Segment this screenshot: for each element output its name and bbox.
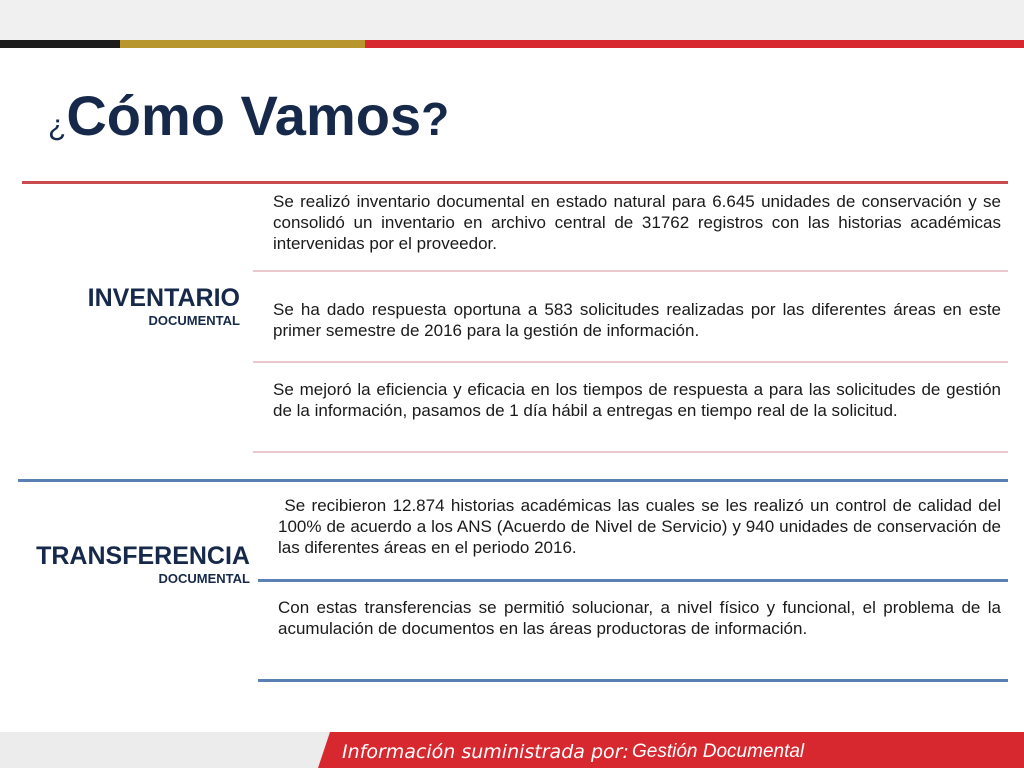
title-close-mark: ?	[421, 93, 450, 145]
top-banner	[0, 0, 1024, 40]
inventario-item-1: Se realizó inventario documental en estado natural para 6.645 unidades de conservación y se consolidó un inventario en archivo central de 31762 registros con las historias académicas intervenidas por el proveedor.	[273, 192, 1001, 253]
page-title	[48, 84, 450, 147]
item-divider	[253, 361, 1008, 363]
top-stripe-black	[0, 40, 120, 48]
inventario-item-3: Se mejoró la eficiencia y eficacia en los tiempos de respuesta a para las solicitudes de gestión de la información, pasamos de 1 día hábil a entregas en tiempo real de la solicitud.	[273, 380, 1001, 420]
section-label-inventario	[88, 286, 240, 327]
section-subtitle-inventario: DOCUMENTAL	[148, 313, 240, 328]
title-open-mark: ¿	[48, 109, 67, 142]
footer-value: Gestión Documental	[632, 741, 805, 762]
section-label-transferencia	[36, 544, 250, 585]
section-bottom-rule	[258, 679, 1008, 682]
top-stripe-gold	[120, 40, 365, 48]
item-divider	[258, 579, 1008, 582]
section-top-rule	[18, 479, 1008, 482]
inventario-item-2: Se ha dado respuesta oportuna a 583 solicitudes realizadas por las diferentes áreas en este primer semestre de 2016 para la gestión de información.	[273, 300, 1001, 340]
section-subtitle-transferencia: DOCUMENTAL	[158, 571, 250, 586]
transferencia-item-2: Con estas transferencias se permitió solucionar, a nivel físico y funcional, el problema de la acumulación de documentos en las áreas productoras de información.	[278, 598, 1001, 638]
section-top-rule	[22, 181, 1008, 184]
top-stripe-red	[365, 40, 1024, 48]
transferencia-item-1: Se recibieron 12.874 historias académicas las cuales se les realizó un control de calidad del 100% de acuerdo a los ANS (Acuerdo de Nivel de Servicio) y 940 unidades de conservación de las diferentes áreas en el periodo 2016.	[278, 496, 1006, 557]
item-divider	[253, 270, 1008, 272]
section-title-inventario: INVENTARIO	[87, 284, 240, 312]
section-title-transferencia: TRANSFERENCIA	[36, 542, 250, 570]
title-text: Cómo Vamos	[66, 84, 422, 147]
footer-label: Información suministrada por:	[342, 741, 629, 763]
item-divider	[253, 451, 1008, 453]
